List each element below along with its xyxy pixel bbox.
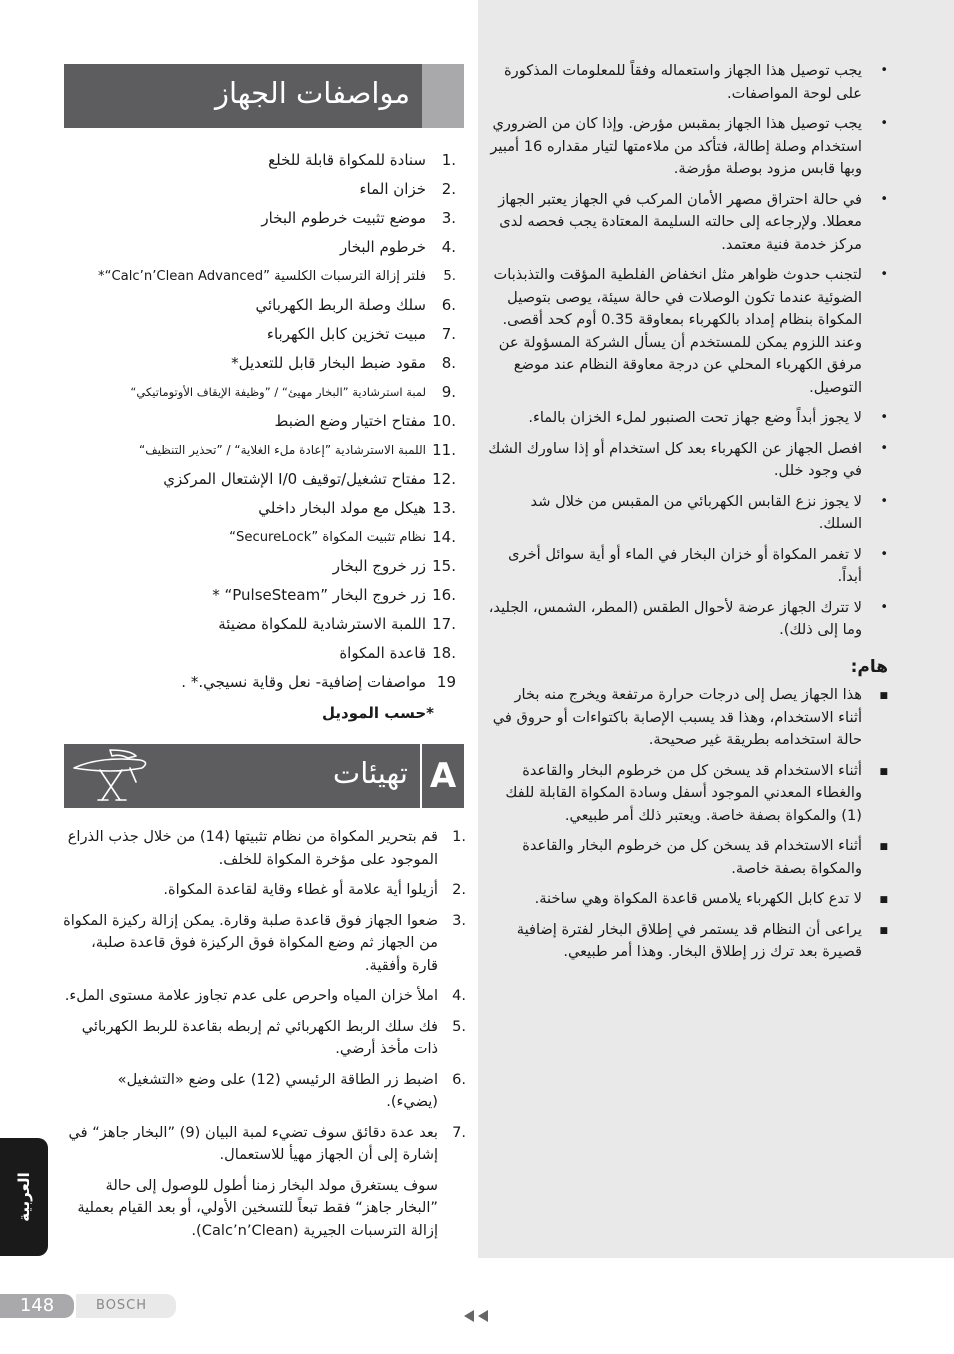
list-item: 10. مفتاح اختيار وضع الضبط xyxy=(274,412,456,430)
list-item: 17. اللمبة الاسترشادية للمكواة مضيئة xyxy=(218,615,456,633)
list-item: ■ لا تدع كابل الكهرباء يلامس قاعدة المكواة وهي ساخنة. xyxy=(488,888,888,911)
list-item: • يجب توصيل هذا الجهاز بمقبس مؤرض. وإذا كان من الضروري استخدام وصلة إطالة، فتأكد من ملاءمتها لتيار مقداره 16 أمبير وبها قابس مزود بوصلة مؤرضة. xyxy=(490,115,888,177)
list-item: 15. زر خروج البخار xyxy=(332,557,456,575)
bullet-icon: • xyxy=(880,493,888,509)
square-bullet-icon: ■ xyxy=(879,842,888,852)
double-left-arrow-icon xyxy=(462,1308,492,1324)
list-item: ■ يراعى أن النظام قد يستمر في إطلاق البخار لفترة إضافية قصيرة بعد ترك زر إطلاق البخار. وهذا أمر طبيعي. xyxy=(516,920,888,960)
list-item: 14. نظام تثبيت المكواة ”SecureLock“ xyxy=(229,528,456,546)
list-item: 5. فك سلك الربط الكهربائي ثم إربطه بقاعدة للربط الكهربائي ذات مأخذ أرضي. xyxy=(81,1017,466,1057)
bullet-icon: • xyxy=(880,440,888,456)
safety-list xyxy=(488,60,888,642)
list-item: • في حالة احتراق مصهر الأمان المركب في الجهاز يعتبر الجهاز معطلا. ولإرجاعه إلى حالته السليمة المعتادة يجب فحصه لدى مركز خدمة فنية معتمد. xyxy=(498,190,888,253)
list-item: • لا تترك الجهاز عرضة لأحوال الطقس (المطر، الشمس، الجليد، وما إلى ذلك). xyxy=(488,598,888,638)
language-label: العربية xyxy=(15,1172,33,1222)
preparation-header xyxy=(64,744,420,808)
list-item: 18. قاعدة المكواة xyxy=(339,644,456,662)
features-ordered-list xyxy=(64,146,464,697)
bullet-icon: • xyxy=(880,546,888,562)
list-item: 6. اضبط زر الطاقة الرئيسي (12) على وضع «التشغيل» (يضيء). xyxy=(117,1070,466,1110)
bullet-icon: • xyxy=(880,267,888,282)
square-bullet-icon: ■ xyxy=(879,925,888,936)
list-item: ■ هذا الجهاز يصل إلى درجات حرارة مرتفعة ويخرج منه بخار أثناء الاستخدام، وهذا قد يسبب الإصابة باكتواءات أو حروق في حالة استخدامه بطريقة غير صحيحة. xyxy=(492,686,888,748)
list-item: • لا يجوز أبداً وضع جهاز تحت الصنبور لملء الخزان بالماء. xyxy=(488,407,888,430)
list-item: 3. موضع تثبيت خرطوم البخار xyxy=(261,209,456,227)
page-number: 148 xyxy=(0,1294,74,1318)
list-item: 7. بعد عدة دقائق سوف تضيء لمبة البيان (9) ”البخار جاهز“ في إشارة إلى أن الجهاز مهيأ للاستعمال. xyxy=(68,1123,466,1163)
important-heading: هام: xyxy=(850,656,888,677)
list-item: 11. اللمبة الاسترشادية ”إعادة ملء الغلاية“ / ”تحذير التنظيف“ xyxy=(139,441,456,459)
brand-label: BOSCH xyxy=(76,1294,176,1318)
list-item: 1. سنادة للمكواة قابلة للخلع xyxy=(268,151,456,169)
list-item: • لا يجوز نزع القابس الكهربائي من المقبس من خلال شد السلك. xyxy=(530,492,888,532)
list-item: ■ أثناء الاستخدام قد يسخن كل من خرطوم البخار والقاعدة والغطاء المعدني الموجود أسفل وسادة المكواة القابلة للفك (1) والمكواة بصفة خاصة. ويعتبر ذلك أمر طبيعي. xyxy=(505,761,888,824)
list-item: 3. ضعوا الجهاز فوق قاعدة صلبة وقارة. يمكن إزالة ركيزة المكواة من الجهاز ثم وضع المكواة فوق الركيزة فوق قاعدة صلبة، قارة وأفقية. xyxy=(63,911,466,974)
list-item: 9. لمبة استرشادية ”البخار مهيئ“ / ”وظيفة الإيقاف الأوتوماتيكي“ xyxy=(130,383,456,401)
steps-list xyxy=(62,826,472,1167)
list-item: 16. زر خروج البخار ”PulseSteam“ * xyxy=(212,586,456,604)
features-header xyxy=(64,64,422,128)
square-bullet-icon: ■ xyxy=(879,691,888,701)
square-bullet-icon: ■ xyxy=(879,766,888,777)
section-letter-badge: A xyxy=(422,744,464,808)
list-item: 8. مقود ضبط البخار قابل للتعديل* xyxy=(231,354,456,372)
ironing-board-icon xyxy=(70,748,152,806)
list-item: • افصل الجهاز عن الكهرباء بعد كل استخدام أو إذا ساورك الشك في وجود خلل. xyxy=(488,439,888,479)
list-item: 6. سلك وصلة الربط الكهربائي xyxy=(255,296,456,314)
features-list xyxy=(64,146,464,728)
bullet-icon: • xyxy=(880,599,888,615)
list-item: • لتجنب حدوث ظواهر مثل انخفاض الفلطية المؤقت والتذبذبات الضوئية عندما تكون الوصلات في حالة سيئة، يوصى بتوصيل المكواة بنظام إمداد بالكهرباء بمعاوقة 0.35 أوم كحد أقصى. وعند اللزوم يمكن للمستخدم أن يسأل الشركة المسؤولة عن مرفق الكهرباء المحلي عن درجة معاوقة النظام عند موضع التوصيل. xyxy=(493,266,888,396)
features-title: مواصفات الجهاز xyxy=(214,76,410,110)
list-item: 4. املأ خزان المياه واحرص على عدم تجاوز علامة مستوى الملء. xyxy=(64,987,466,1004)
preparation-steps xyxy=(62,826,472,1242)
list-item: 2. أزيلوا أية علامة أو غطاء وقاية لقاعدة المكواة. xyxy=(163,881,466,898)
list-item: 5. فلتر إزالة الترسبات الكلسية ”Calc’n’Clean Advanced“* xyxy=(98,269,456,284)
list-item: 12. مفتاح تشغيل/توقيف I/0 الإشتعال المركزي xyxy=(163,470,456,488)
important-list xyxy=(488,684,888,964)
list-item: 4. خرطوم البخار xyxy=(339,238,456,256)
list-item: 2. خزان الماء xyxy=(359,180,456,198)
features-header-tab xyxy=(422,64,464,128)
bullet-icon: • xyxy=(880,116,888,131)
list-item: ■ أثناء الاستخدام قد يسخن كل من خرطوم البخار والقاعدة والمكواة بصفة خاصة. xyxy=(522,837,888,877)
list-item: • يجب توصيل هذا الجهاز واستعماله وفقاً للمعلومات المذكورة على لوحة المواصفات. xyxy=(504,62,888,102)
model-note: *حسب الموديل xyxy=(322,704,434,722)
safety-instructions xyxy=(488,60,888,972)
language-side-tab xyxy=(0,1138,48,1256)
list-item: 19 مواصفات إضافية- نعل وقاية نسيجي.* . xyxy=(181,673,456,691)
list-item: 7. مبيت تخزين كابل الكهرباء xyxy=(266,325,456,343)
list-item: 13. هيكل مع مولد البخار داخلي xyxy=(258,499,456,517)
bullet-icon: • xyxy=(880,191,888,207)
preparation-note: سوف يستغرق مولد البخار زمنا أطول للوصول إلى حالة ”البخار جاهز“ فقط تبعاً للتسخين الأولي، أو بعد القيام بعملية إزالة الترسبات الجيرية (Calc’n’Clean). xyxy=(77,1176,438,1239)
list-item: • لا تغمر المكواة أو خزان البخار في الماء أو أية سوائل أخرى أبداً. xyxy=(508,545,888,585)
bullet-icon: • xyxy=(880,410,888,425)
preparation-title: تهيئات xyxy=(332,756,408,790)
bullet-icon: • xyxy=(880,63,888,78)
list-item: 1. قم بتحرير المكواة من نظام تثبيتها (14) من خلال جذب الذراع الموجود على مؤخرة المكواة للخلف. xyxy=(67,828,466,868)
square-bullet-icon: ■ xyxy=(879,895,888,905)
